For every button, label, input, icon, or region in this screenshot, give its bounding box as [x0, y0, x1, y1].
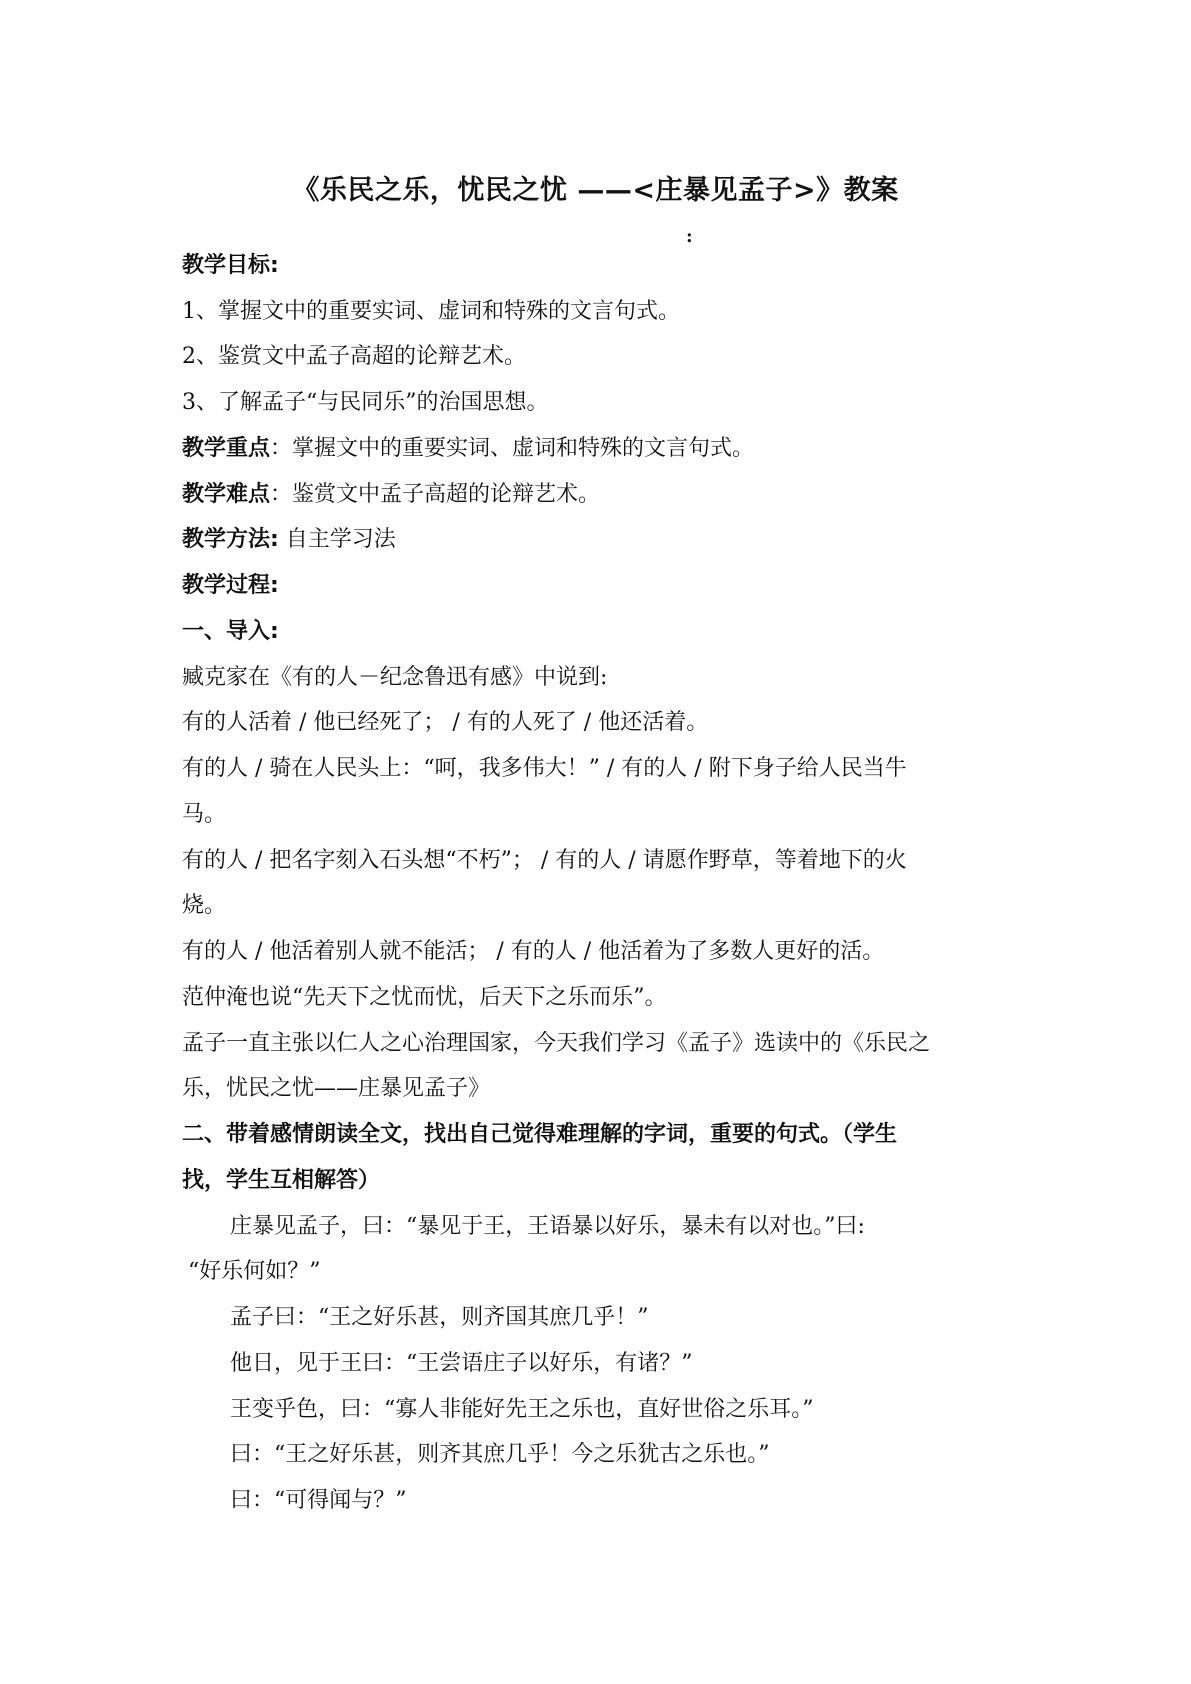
section1-line: 范仲淹也说“先天下之忧而忧，后天下之乐而乐”。 — [182, 985, 667, 1010]
method-label: 教学方法: — [182, 527, 279, 552]
section1-line: 有的人 / 他活着别人就不能活； / 有的人 / 他活着为了多数人更好的活。 — [182, 939, 885, 964]
passage-line: 王变乎色，曰：“寡人非能好先王之乐也，直好世俗之乐耳。” — [230, 1397, 814, 1422]
section2-heading: 找，学生互相解答） — [182, 1168, 381, 1193]
objective-item: 3、了解孟子“与民同乐”的治国思想。 — [182, 390, 549, 415]
passage-line: 孟子曰：“王之好乐甚，则齐国其庶几乎！” — [230, 1305, 649, 1330]
key-point-text: ：掌握文中的重要实词、虚词和特殊的文言句式。 — [270, 436, 755, 461]
difficulty-text: ：鉴赏文中孟子高超的论辩艺术。 — [270, 482, 601, 507]
section1-line: 马。 — [182, 802, 227, 827]
key-point-line — [182, 434, 754, 464]
objective-item: 1、掌握文中的重要实词、虚词和特殊的文言句式。 — [182, 299, 680, 324]
passage-line: 曰：“可得闻与？” — [230, 1488, 407, 1513]
section1-line: 孟子一直主张以仁人之心治理国家，今天我们学习《孟子》选读中的《乐民之 — [182, 1031, 931, 1056]
difficulty-label: 教学难点 — [182, 482, 271, 507]
method-line — [182, 525, 396, 555]
passage-line: 他日，见于王曰：“王尝语庄子以好乐，有诸？” — [230, 1351, 693, 1376]
section1-line: 有的人活着 / 他已经死了； / 有的人死了 / 他还活着。 — [182, 710, 709, 735]
objective-item: 2、鉴赏文中孟子高超的论辩艺术。 — [182, 344, 526, 369]
section1-line: 有的人 / 骑在人民头上：“呵，我多伟大！” / 有的人 / 附下身子给人民当牛 — [182, 756, 907, 781]
passage-line: 庄暴见孟子，曰：“暴见于王，王语暴以好乐，暴未有以对也。”曰: — [230, 1214, 865, 1239]
difficulty-line — [182, 480, 600, 510]
method-text: 自主学习法 — [278, 527, 396, 552]
section1-line: 有的人 / 把名字刻入石头想“不朽”； / 有的人 / 请愿作野草，等着地下的火 — [182, 848, 907, 873]
colon-mark: : — [686, 226, 693, 247]
document-title: 《乐民之乐，忧民之忧 ——<庄暴见孟子>》教案 — [292, 175, 899, 206]
section1-heading: 一、导入: — [182, 619, 279, 644]
passage-line: “好乐何如？” — [188, 1259, 321, 1284]
section1-line: 乐，忧民之忧——庄暴见孟子》 — [182, 1076, 491, 1101]
objectives-heading: 教学目标: — [182, 253, 279, 278]
key-point-label: 教学重点 — [182, 436, 271, 461]
section1-line: 臧克家在《有的人－纪念鲁迅有感》中说到: — [182, 665, 608, 690]
section2-heading: 二、带着感情朗读全文，找出自己觉得难理解的字词，重要的句式。（学生 — [182, 1122, 898, 1147]
passage-line: 曰：“王之好乐甚，则齐其庶几乎！今之乐犹古之乐也。” — [230, 1442, 770, 1467]
process-heading: 教学过程: — [182, 573, 279, 598]
section1-line: 烧。 — [182, 893, 227, 918]
